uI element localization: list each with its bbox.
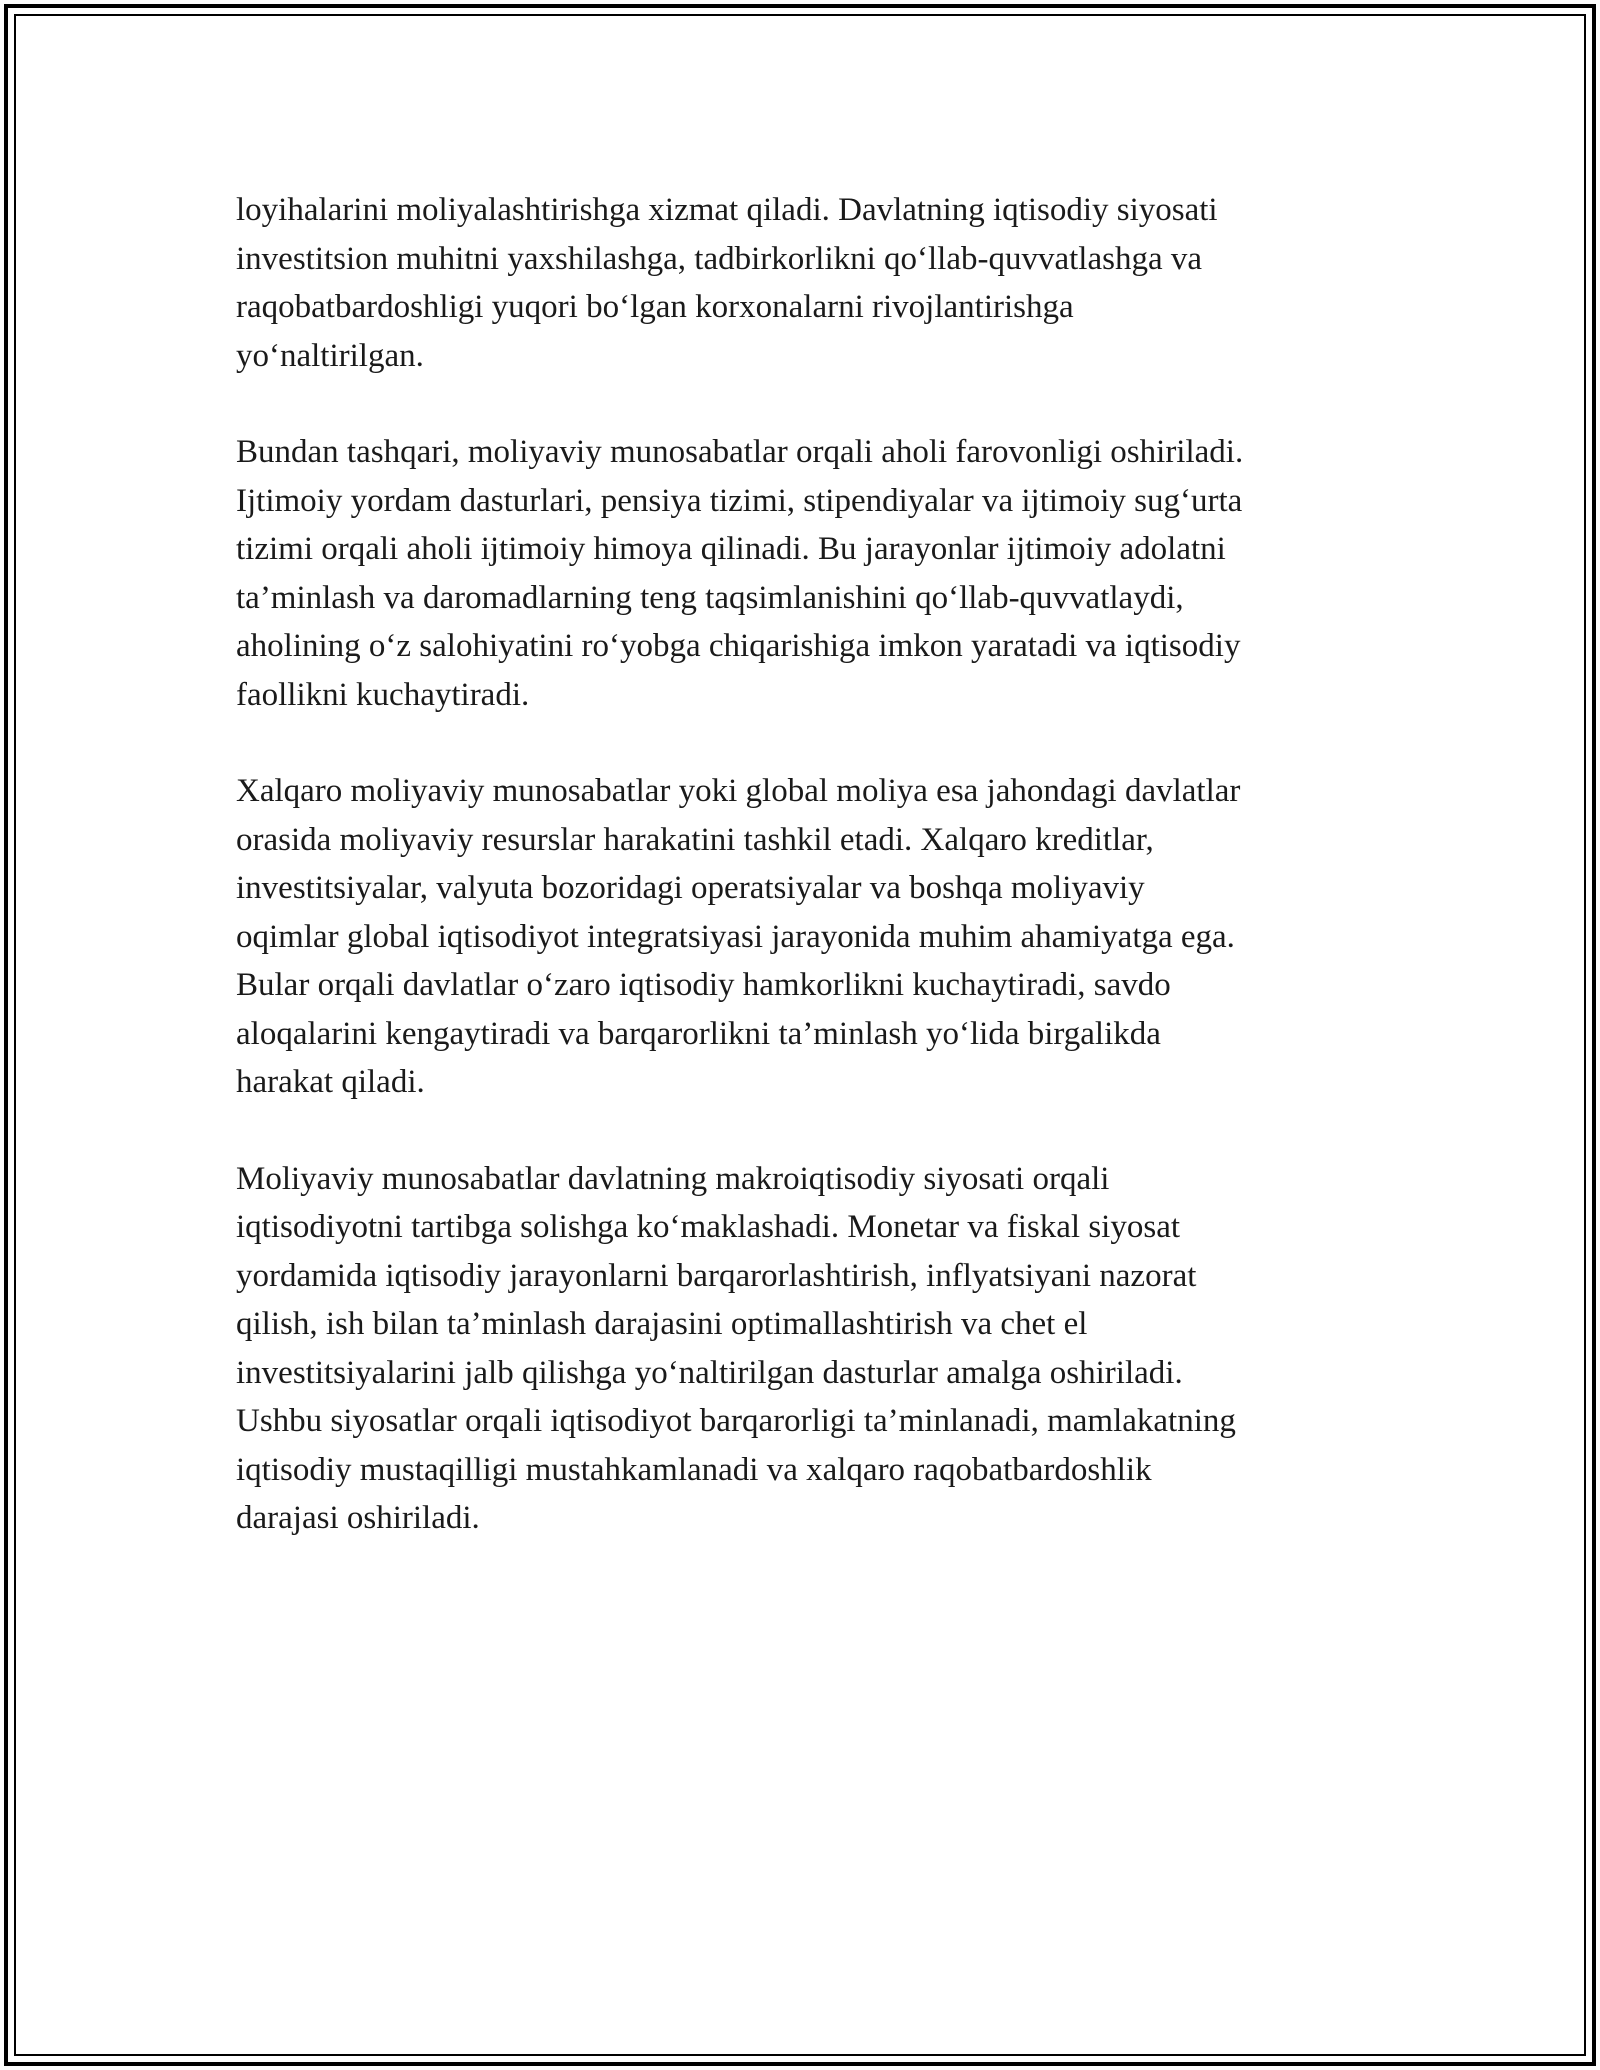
text-line: Bular orqali davlatlar o‘zaro iqtisodiy hamkorlikni kuchaytiradi, savdo	[236, 967, 1171, 1003]
text-line: iqtisodiy mustaqilligi mustahkamlanadi va xalqaro raqobatbardoshlik	[236, 1451, 1152, 1488]
paragraph-3	[236, 767, 1376, 1107]
text-line: Ijtimoiy yordam dasturlari, pensiya tizimi, stipendiyalar va ijtimoiy sug‘urta	[236, 482, 1243, 519]
document-body	[236, 186, 1376, 1591]
text-line: Bundan tashqari, moliyaviy munosabatlar orqali aholi farovonligi oshiriladi.	[236, 434, 1244, 470]
text-line: loyihalarini moliyalashtirishga xizmat qiladi. Davlatning iqtisodiy siyosati	[236, 192, 1218, 228]
text-line: aloqalarini kengaytiradi va barqarorlikni ta’minlash yo‘lida birgalikda	[236, 1015, 1161, 1052]
text-line: raqobatbardoshligi yuqori bo‘lgan korxonalarni rivojlantirishga	[236, 289, 1074, 325]
text-line: faollikni kuchaytiradi.	[236, 676, 530, 713]
text-line: harakat qiladi.	[236, 1064, 425, 1100]
text-line: darajasi oshiriladi.	[236, 1500, 480, 1536]
paragraph-2	[236, 428, 1376, 719]
text-line: Ushbu siyosatlar orqali iqtisodiyot barqarorligi ta’minlanadi, mamlakatning	[236, 1403, 1236, 1439]
text-line: Moliyaviy munosabatlar davlatning makroiqtisodiy siyosati orqali	[236, 1160, 1110, 1197]
text-line: iqtisodiyotni tartibga solishga ko‘maklashadi. Monetar va fiskal siyosat	[236, 1209, 1181, 1245]
paragraph-1	[236, 186, 1376, 380]
paragraph-4	[236, 1155, 1376, 1543]
text-line: qilish, ish bilan ta’minlash darajasini optimallashtirish va chet el	[236, 1306, 1088, 1342]
text-line: orasida moliyaviy resurslar harakatini tashkil etadi. Xalqaro kreditlar,	[236, 821, 1154, 858]
text-line: Xalqaro moliyaviy munosabatlar yoki global moliya esa jahondagi davlatlar	[236, 773, 1241, 809]
text-line: oqimlar global iqtisodiyot integratsiyasi jarayonida muhim ahamiyatga ega.	[236, 918, 1235, 955]
text-line: investitsiyalar, valyuta bozoridagi operatsiyalar va boshqa moliyaviy	[236, 870, 1145, 906]
text-line: yordamida iqtisodiy jarayonlarni barqarorlashtirish, inflyatsiyani nazorat	[236, 1257, 1197, 1294]
text-line: aholining o‘z salohiyatini ro‘yobga chiqarishiga imkon yaratadi va iqtisodiy	[236, 628, 1241, 664]
text-line: tizimi orqali aholi ijtimoiy himoya qilinadi. Bu jarayonlar ijtimoiy adolatni	[236, 531, 1226, 567]
text-line: investitsion muhitni yaxshilashga, tadbirkorlikni qo‘llab-quvvatlashga va	[236, 240, 1203, 277]
text-line: yo‘naltirilgan.	[236, 337, 424, 374]
text-line: investitsiyalarini jalb qilishga yo‘naltirilgan dasturlar amalga oshiriladi.	[236, 1354, 1183, 1391]
text-line: ta’minlash va daromadlarning teng taqsimlanishini qo‘llab-quvvatlaydi,	[236, 579, 1184, 616]
